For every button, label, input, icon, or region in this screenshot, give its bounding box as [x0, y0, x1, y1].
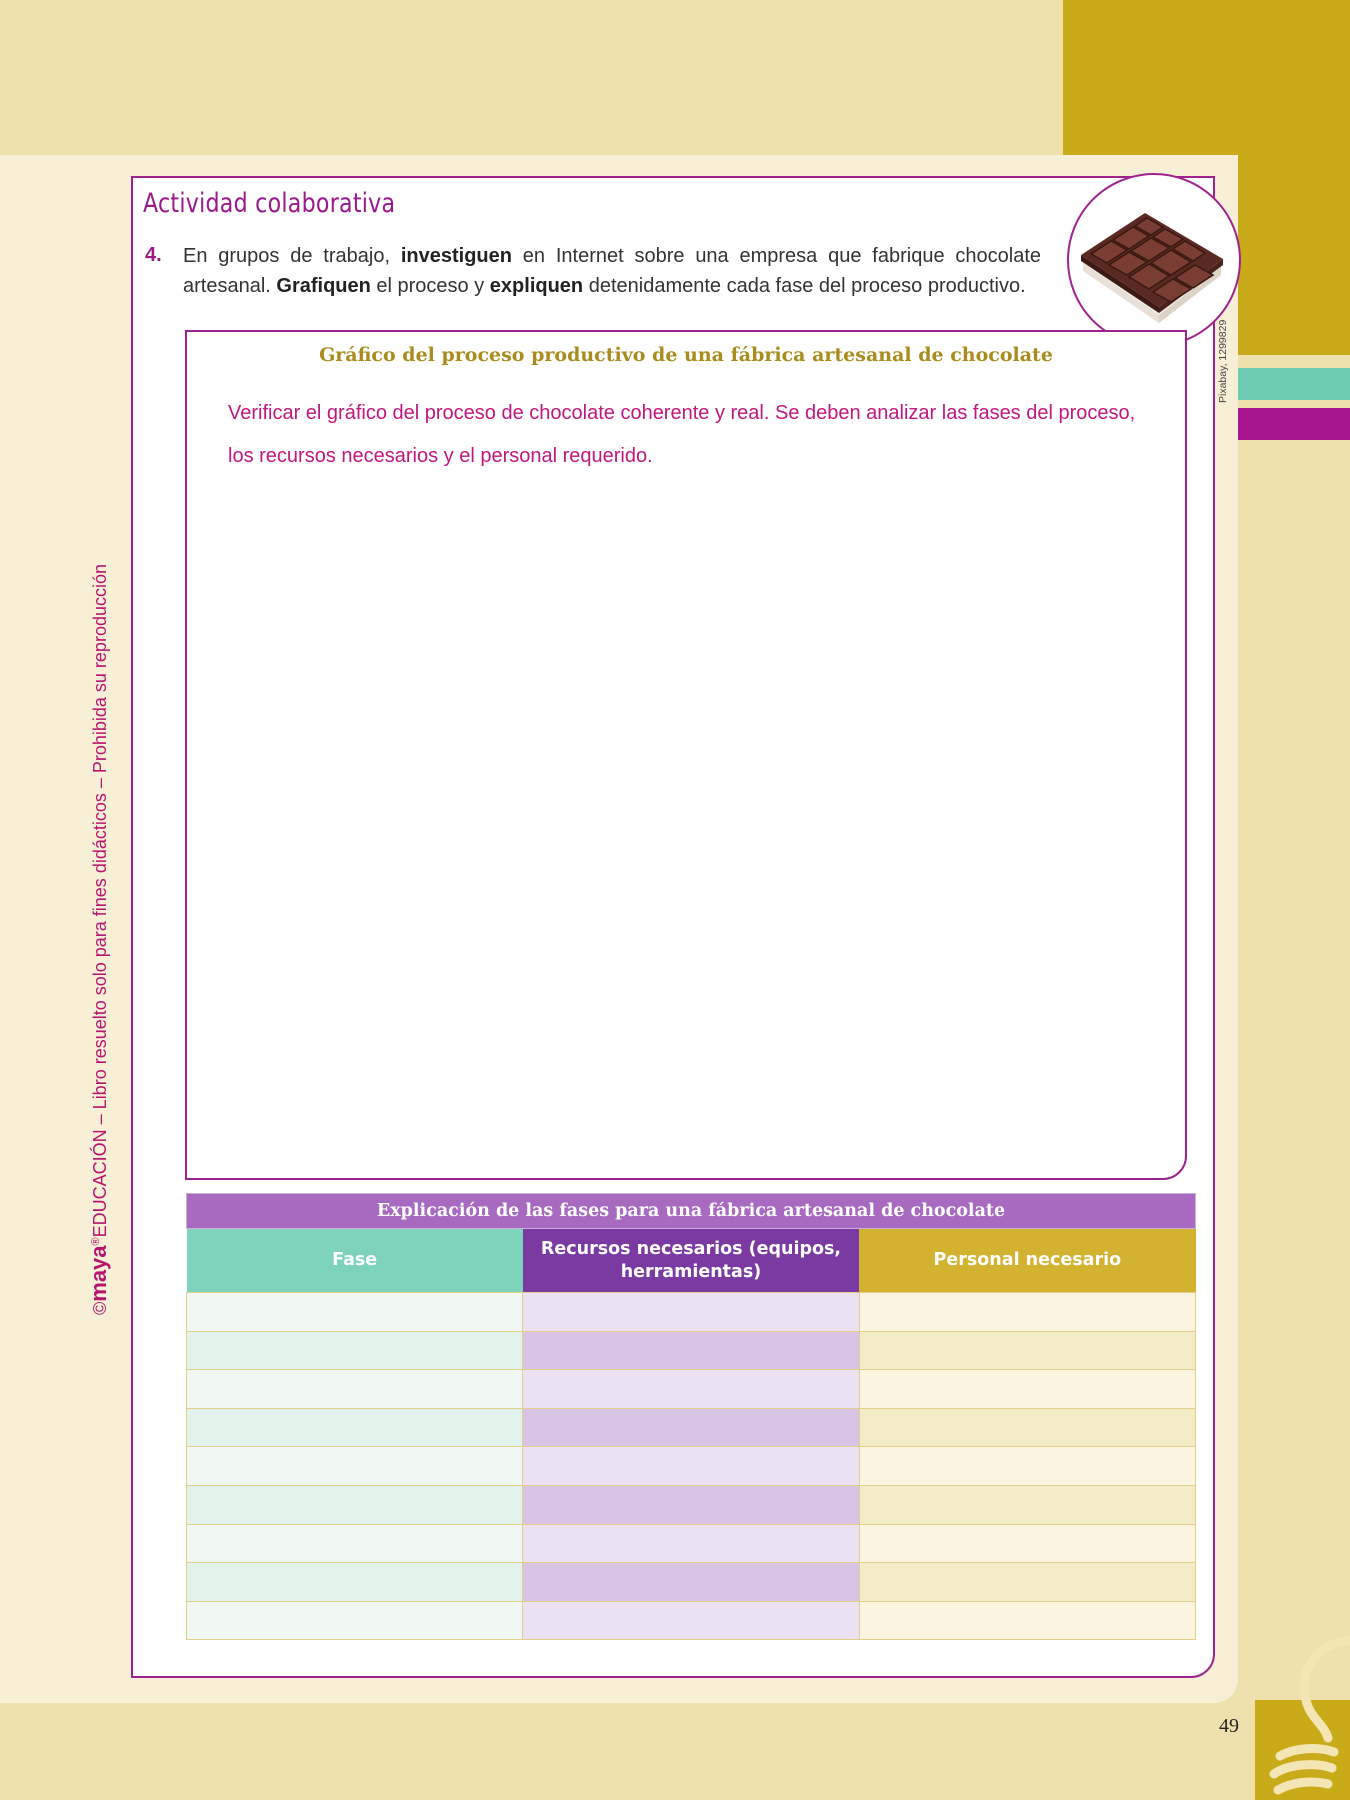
table-row [187, 1485, 1196, 1524]
table-cell-personal[interactable] [859, 1447, 1195, 1486]
table-cell-personal[interactable] [859, 1601, 1195, 1640]
lightbulb-icon [1258, 1628, 1350, 1800]
table-cell-recursos[interactable] [523, 1485, 859, 1524]
table-cell-fase[interactable] [187, 1408, 523, 1447]
graph-title: Gráfico del proceso productivo de una fábrica artesanal de chocolate [319, 344, 1053, 366]
table-cell-personal[interactable] [859, 1331, 1195, 1370]
table-cell-recursos[interactable] [523, 1331, 859, 1370]
table-cell-recursos[interactable] [523, 1601, 859, 1640]
column-header-fase: Fase [187, 1229, 523, 1293]
top-band [0, 0, 1063, 155]
table-cell-personal[interactable] [859, 1370, 1195, 1409]
table-cell-personal[interactable] [859, 1408, 1195, 1447]
table-cell-fase[interactable] [187, 1331, 523, 1370]
question-text: En grupos de trabajo, investiguen en Internet sobre una empresa que fabrique chocolate artesanal. Grafiquen el proceso y expliquen detenidamente cada fase del proceso productivo. [183, 245, 1042, 297]
phases-table [186, 1193, 1196, 1640]
table-cell-recursos[interactable] [523, 1293, 859, 1332]
table-cell-fase[interactable] [187, 1563, 523, 1602]
table-cell-personal[interactable] [859, 1563, 1195, 1602]
photo-credit: Pixabay, 1299829 [1217, 319, 1229, 403]
column-header-recursos: Recursos necesarios (equipos, herramientas) [523, 1229, 859, 1293]
table-row [187, 1524, 1196, 1563]
brand-name: maya [86, 1245, 111, 1302]
table-cell-personal[interactable] [859, 1485, 1195, 1524]
activity-title: Actividad colaborativa [143, 188, 396, 219]
column-header-personal: Personal necesario [859, 1229, 1195, 1293]
table-cell-recursos[interactable] [523, 1370, 859, 1409]
table-cell-recursos[interactable] [523, 1447, 859, 1486]
table-cell-recursos[interactable] [523, 1563, 859, 1602]
table-cell-fase[interactable] [187, 1447, 523, 1486]
table-row [187, 1563, 1196, 1602]
question-number: 4. [145, 244, 162, 266]
chocolate-bar-image [1067, 173, 1241, 347]
table-cell-recursos[interactable] [523, 1524, 859, 1563]
copyright-side-note: ©maya®EDUCACIÓN – Libro resuelto solo para fines didácticos – Prohibida su reproducción [86, 564, 111, 1315]
table-cell-personal[interactable] [859, 1524, 1195, 1563]
table-cell-personal[interactable] [859, 1293, 1195, 1332]
table-row [187, 1331, 1196, 1370]
teal-tab [1238, 368, 1350, 400]
page-number: 49 [1219, 1715, 1239, 1737]
table-cell-fase[interactable] [187, 1293, 523, 1332]
table-row [187, 1293, 1196, 1332]
purple-tab [1238, 408, 1350, 440]
table-cell-fase[interactable] [187, 1524, 523, 1563]
table-cell-fase[interactable] [187, 1485, 523, 1524]
table-row [187, 1447, 1196, 1486]
table-caption: Explicación de las fases para una fábrica artesanal de chocolate [187, 1194, 1196, 1229]
answer-text: Verificar el gráfico del proceso de chocolate coherente y real. Se deben analizar las fases del proceso, los recursos necesarios y el personal requerido. [228, 402, 1136, 467]
table-row [187, 1408, 1196, 1447]
table-row [187, 1601, 1196, 1640]
table-cell-fase[interactable] [187, 1601, 523, 1640]
table-cell-recursos[interactable] [523, 1408, 859, 1447]
table-cell-fase[interactable] [187, 1370, 523, 1409]
table-row [187, 1370, 1196, 1409]
